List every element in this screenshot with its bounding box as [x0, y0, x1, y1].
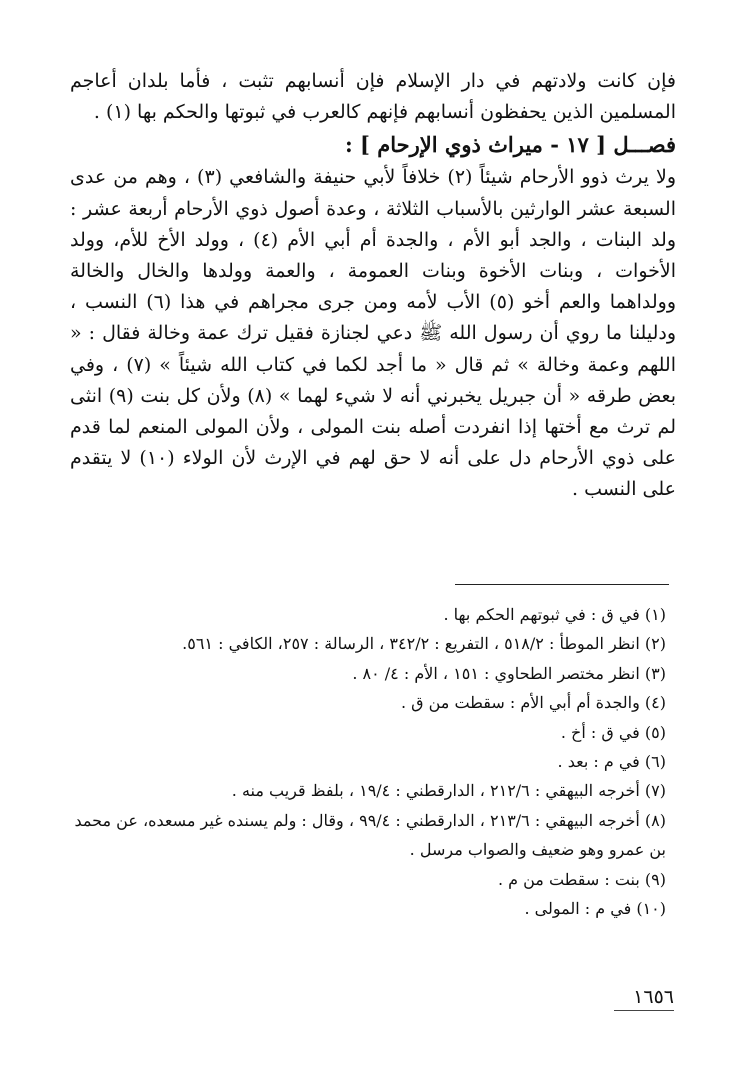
footnote-9: (٩) بنت : سقطت من م . [497, 869, 666, 889]
paragraph-2: ولا يرث ذوو الأرحام شيئاً (٢) خلافاً لأبي حنيفة والشافعي (٣) ، وهم من عدى السبعة عشر الوارثين بالأسباب الثلاثة ، وعدة أصول ذوي الأرحام أربعة عشر : ولد البنات ، والجد أبو الأم ، والجدة أم أبي الأم (٤) ، وولد الأخ للأم، وولد الأخوات ، وبنات الأخوة وبنات العمومة ، والعمة وولدها والخال والخالة وولداهما والعم أخو (٥) الأب لأمه ومن جرى مجراهم في هذا (٦) النسب ، ودليلنا ما روي أن رسول الله ﷺ دعي لجنازة فقيل ترك عمة وخالة فقال : « اللهم وعمة وخالة » ثم قال « ما أجد لكما في كتاب الله شيئاً » (٧) ، وفي بعض طرقه « أن جبريل يخبرني أنه لا شيء لهما » (٨) ولأن كل بنت (٩) انثى لم ترث مع أختها إذا انفردت أصله بنت المولى ، ولأن المولى المنعم لما قدم على ذوي الأرحام دل على أنه لا حق لهم في الإرث لأن الولاء (١٠) لا يتقدم على النسب . [70, 166, 677, 501]
section-heading: فصـــل [ ١٧ - ميراث ذوي الإرحام ] : [344, 132, 676, 158]
footnote-10: (١٠) في م : المولى . [524, 899, 666, 919]
footnote-divider [455, 584, 669, 585]
footnotes [64, 600, 666, 923]
page-number: ١٦٥٦ [633, 986, 674, 1008]
footnote-2: (٢) انظر الموطأ : ٥١٨/٢ ، التفريع : ٣٤٢/٢ ، الرسالة : ٢٥٧، الكافي : ٥٦١. [182, 634, 666, 654]
footnote-4: (٤) والجدة أم أبي الأم : سقطت من ق . [400, 693, 666, 713]
footnote-7: (٧) أخرجه البيهقي : ٢١٢/٦ ، الدارقطني : ١٩/٤ ، بلفظ قريب منه . [231, 781, 666, 801]
footnote-5: (٥) في ق : أخ . [560, 722, 666, 742]
footnote-6: (٦) في م : بعد . [557, 752, 666, 772]
paragraph-1: فإن كانت ولادتهم في دار الإسلام فإن أنسابهم تثبت ، فأما بلدان أعاجم المسلمين الذين يحفظون أنسابهم فإنهم كالعرب في ثبوتها والحكم بها (١) . [70, 70, 676, 124]
page-number-underline [614, 1010, 674, 1011]
footnote-1: (١) في ق : في ثبوتهم الحكم بها . [443, 605, 666, 624]
footnote-8: (٨) أخرجه البيهقي : ٢١٣/٦ ، الدارقطني : ٩٩/٤ ، وقال : ولم يسنده غير مسعده، عن محمد بن عمرو وهو ضعيف والصواب مرسل . [74, 810, 666, 860]
main-text [70, 66, 676, 506]
footnote-3: (٣) انظر مختصر الطحاوي : ١٥١ ، الأم : ٤/ ٨٠ . [352, 663, 666, 683]
